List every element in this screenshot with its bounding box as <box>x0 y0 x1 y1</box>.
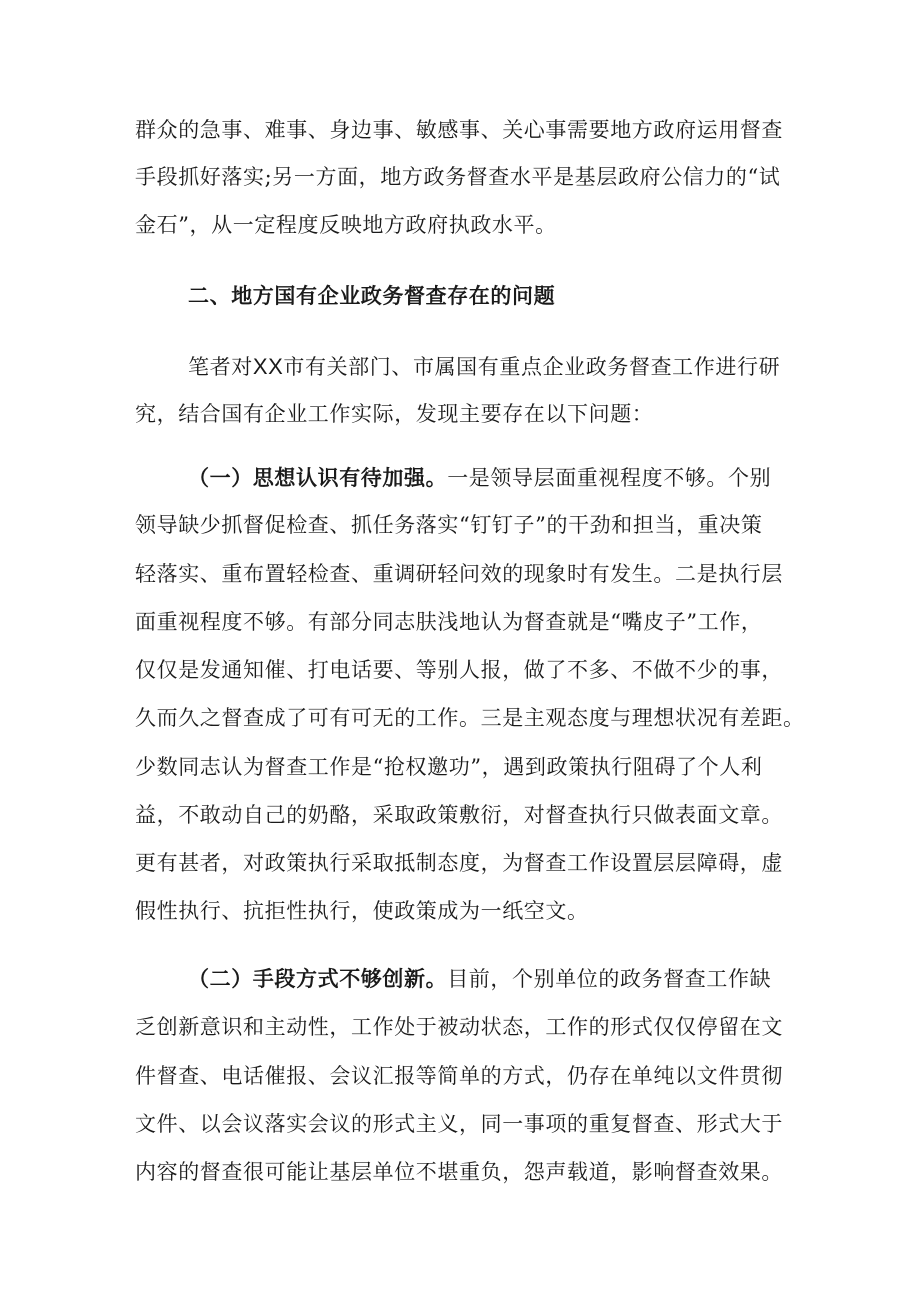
body-line: 内容的督查很可能让基层单位不堪重负，怨声载道，影响督查效果。 <box>135 1160 783 1184</box>
item2-line-rest: 目前，个别单位的政务督查工作缺 <box>447 967 772 991</box>
section-heading: 二、地方国有企业政务督查存在的问题 <box>188 283 556 308</box>
body-line: 假性执行、抗拒性执行，使政策成为一纸空文。 <box>135 899 589 923</box>
body-line: 文件、以会议落实会议的形式主义，同一事项的重复督查、形式大于 <box>135 1112 783 1136</box>
body-line: 究，结合国有企业工作实际，发现主要存在以下问题： <box>135 402 654 426</box>
item1-line-rest: 一是领导层面重视程度不够。个别 <box>447 466 772 490</box>
body-line: 面重视程度不够。有部分同志肤浅地认为督查就是“嘴皮子”工作， <box>135 610 763 634</box>
item1-first-line <box>188 463 771 493</box>
item2-first-line <box>188 964 771 994</box>
body-line: 更有甚者，对政策执行采取抵制态度，为督查工作设置层层障碍，虚 <box>135 851 783 875</box>
item1-title: （一）思想认识有待加强。 <box>188 465 448 490</box>
body-line: 乏创新意识和主动性，工作处于被动状态，工作的形式仅仅停留在文 <box>135 1015 783 1039</box>
intro-line <box>188 352 780 382</box>
body-line: 轻落实、重布置轻检查、重调研轻问效的现象时有发生。二是执行层 <box>135 562 783 586</box>
body-line: 件督查、电话催报、会议汇报等简单的方式，仍存在单纯以文件贯彻 <box>135 1064 783 1088</box>
intro-prefix: 笔者对 <box>188 355 253 379</box>
body-line: 仅仅是发通知催、打电话要、等别人报，做了不多、不做不少的事， <box>135 658 783 682</box>
body-line: 金石”，从一定程度反映地方政府执政水平。 <box>135 213 557 237</box>
body-line: 领导缺少抓督促检查、抓任务落实“钉钉子”的干劲和担当，重决策 <box>135 513 763 537</box>
body-line: 久而久之督查成了可有可无的工作。三是主观态度与理想状况有差距。 <box>135 706 805 730</box>
city-placeholder: XX <box>252 354 284 379</box>
intro-line-rest: 市有关部门、市属国有重点企业政务督查工作进行研 <box>283 355 781 379</box>
body-line: 少数同志认为督查工作是“抢权邀功”，遇到政策执行阻碍了个人利 <box>135 755 763 779</box>
body-line: 群众的急事、难事、身边事、敏感事、关心事需要地方政府运用督查 <box>135 118 783 142</box>
item2-title: （二）手段方式不够创新。 <box>188 966 448 991</box>
body-line: 手段抓好落实;另一方面，地方政务督查水平是基层政府公信力的“试 <box>135 165 781 189</box>
body-line: 益，不敢动自己的奶酪，采取政策敷衍，对督查执行只做表面文章。 <box>135 803 783 827</box>
